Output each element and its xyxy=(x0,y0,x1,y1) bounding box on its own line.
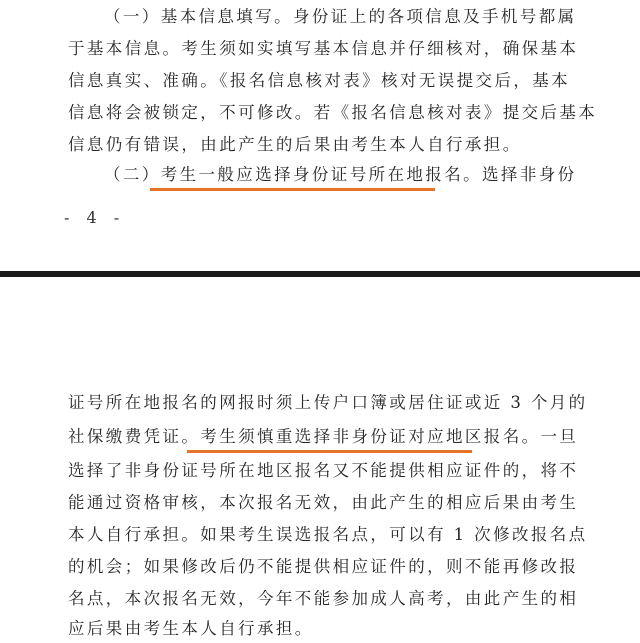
text-line: 信息真实、准确。《报名信息核对表》核对无误提交后，基本 xyxy=(68,71,571,90)
text-line: （一）基本信息填写。身份证上的各项信息及手机号都属 xyxy=(104,7,577,26)
text-line: 于基本信息。考生须如实填写基本信息并仔细核对，确保基本 xyxy=(68,39,579,58)
text-line: 本人自行承担。如果考生误选报名点，可以有 1 次修改报名点 xyxy=(68,525,588,544)
text-line: 的机会；如果修改后仍不能提供相应证件的，则不能再修改报 xyxy=(68,557,579,576)
text-suffix: 一旦 xyxy=(540,427,579,446)
page-number: - 4 - xyxy=(64,208,126,227)
highlight-underline xyxy=(150,188,435,191)
text-line: 信息仍有错误，由此产生的后果由考生本人自行承担。 xyxy=(68,135,522,154)
page-divider xyxy=(0,271,640,277)
text-line: 名点，本次报名无效，今年不能参加成人高考，由此产生的相 xyxy=(68,589,579,608)
section-prefix: （二） xyxy=(104,165,161,184)
highlighted-text: 考生一般应选择身份证号所在地报名。 xyxy=(160,165,483,184)
text-line: 信息将会被锁定，不可修改。若《报名信息核对表》提交后基本 xyxy=(68,103,598,122)
text-line: 证号所在地报名的网报时须上传户口簿或居住证或近 3 个月的 xyxy=(68,393,588,412)
text-suffix: 选择非身份 xyxy=(482,165,577,184)
text-line: 能通过资格审核，本次报名无效，由此产生的相应后果由考生 xyxy=(68,493,579,512)
highlighted-text: 考生须慎重选择非身份证对应地区报名。 xyxy=(200,427,541,446)
text-line: 选择了非身份证号所在地区报名又不能提供相应证件的，将不 xyxy=(68,461,579,480)
text-prefix: 社保缴费凭证。 xyxy=(68,427,201,446)
text-line: 应后果由考生本人自行承担。 xyxy=(68,619,314,638)
highlight-underline xyxy=(187,450,472,453)
text-line-highlighted xyxy=(68,426,578,448)
text-line-highlighted xyxy=(104,164,577,186)
